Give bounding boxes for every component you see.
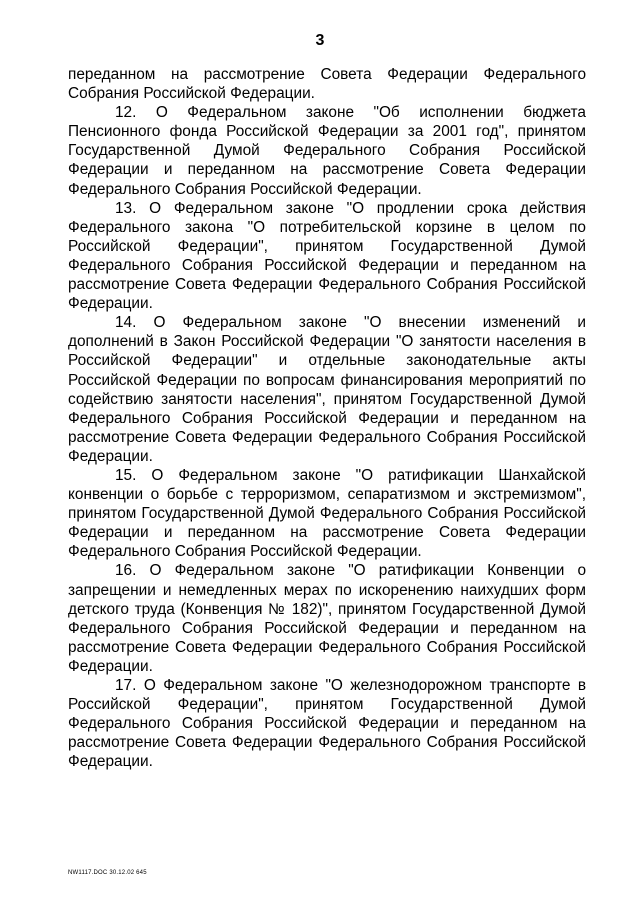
paragraph-item-16: 16. О Федеральном законе "О ратификации Конвенции о запрещении и немедленных мерах по искоренению наихудших форм детского труда (Конвенция № 182)", принятом Государственной Думой Федерального Собрания Российской Федерации и переданном на рассмотрение Совета Федерации Федерального Собрания Российской Федерации. xyxy=(68,562,586,675)
document-footer-code: NW1117.DOC 30.12.02 645 xyxy=(68,870,147,876)
paragraph-item-12: 12. О Федеральном законе "Об исполнении бюджета Пенсионного фонда Российской Федерации за 2001 год", принятом Государственной Думой Федерального Собрания Российской Федерации и переданном на рассмотрение Совета Федерации Федерального Собрания Российской Федерации. xyxy=(68,104,586,198)
document-body xyxy=(68,65,586,771)
paragraph-item-13: 13. О Федеральном законе "О продлении срока действия Федерального закона "О потребительской корзине в целом по Российской Федерации", принятом Государственной Думой Федерального Собрания Российской Федерации и переданном на рассмотрение Совета Федерации Федерального Собрания Российской Федерации. xyxy=(68,199,586,313)
paragraph-item-14: 14. О Федеральном законе "О внесении изменений и дополнений в Закон Российской Федерации "О занятости населения в Российской Федерации" и отдельные законодательные акты Российской Федерации по вопросам финансирования мероприятий по содействию занятости населения", принятом Государственной Думой Федерального Собрания Российской Федерации и переданном на рассмотрение Совета Федерации Федерального Собрания Российской Федерации. xyxy=(68,314,586,465)
paragraph-item-15: 15. О Федеральном законе "О ратификации Шанхайской конвенции о борьбе с терроризмом, сепаратизмом и экстремизмом", принятом Государственной Думой Федерального Собрания Российской Федерации и переданном на рассмотрение Совета Федерации Федерального Собрания Российской Федерации. xyxy=(68,466,586,561)
page-number: 3 xyxy=(315,32,325,49)
paragraph-item-17: 17. О Федеральном законе "О железнодорожном транспорте в Российской Федерации", принятом Государственной Думой Федерального Собрания Российской Федерации и переданном на рассмотрение Совета Федерации Федерального Собрания Российской Федерации. xyxy=(68,677,586,771)
paragraph-continuation: переданном на рассмотрение Совета Федерации Федерального Собрания Российской Федерации. xyxy=(68,66,586,103)
